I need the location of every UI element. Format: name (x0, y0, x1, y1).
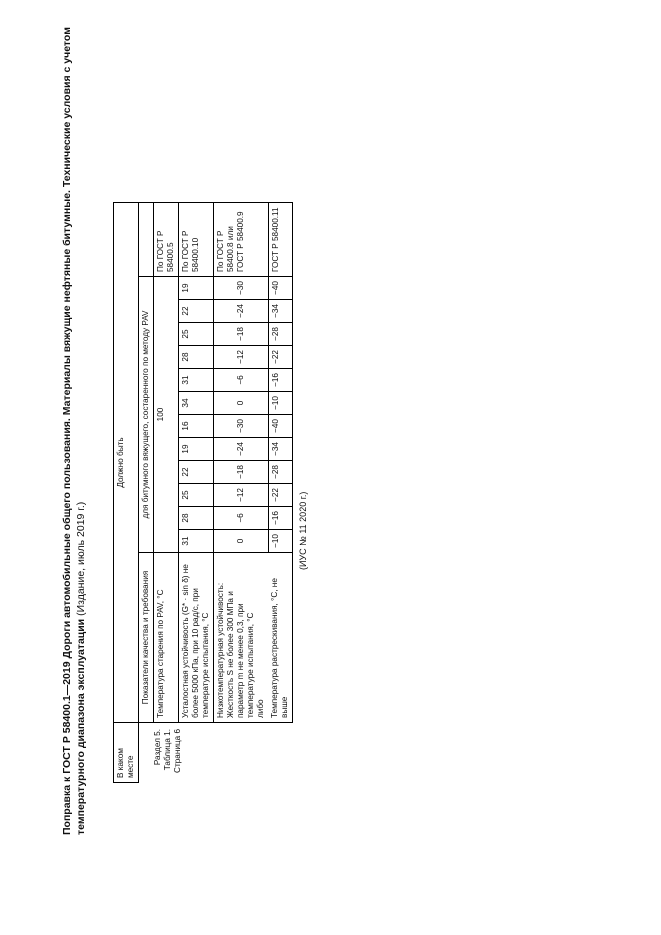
binder-header: для битумного вяжущего, состаренного по методу PAV (139, 277, 154, 553)
crack-value: −34 (268, 438, 293, 461)
fatigue-value: 28 (179, 507, 214, 530)
lowtemp-method: По ГОСТ Р 58400.8 или ГОСТ Р 58400.9 (214, 203, 269, 277)
fatigue-value: 16 (179, 415, 214, 438)
fatigue-value: 31 (179, 369, 214, 392)
lowtemp-label (214, 553, 269, 723)
lowtemp-value: 0 (214, 530, 269, 553)
lowtemp-value: −24 (214, 300, 269, 323)
crack-value: −28 (268, 461, 293, 484)
crack-value: −40 (268, 415, 293, 438)
crack-label: Температура растрескивания, °С, не выше (268, 553, 293, 723)
fatigue-value: 31 (179, 530, 214, 553)
aging-label: Температура старения по PAV, °С (154, 553, 179, 723)
crack-method: ГОСТ Р 58400.11 (268, 203, 293, 277)
location-table: Таблица 1. (163, 729, 172, 771)
lowtemp-value: 0 (214, 392, 269, 415)
lowtemp-value: −6 (214, 507, 269, 530)
document-title (60, 0, 88, 835)
indicators-header: Показатели качества и требования (139, 553, 154, 723)
aging-value: 100 (154, 277, 179, 553)
crack-value: −16 (268, 507, 293, 530)
title-bold: Поправка к ГОСТ Р 58400.1—2019 Дороги автомобильные общего пользования. Материалы вяжущие нефтяные битумные. Технические условия с учетом температурного диапазона эксплуатации (61, 27, 87, 835)
fatigue-method: По ГОСТ Р 58400.10 (179, 203, 214, 277)
location-section: Раздел 5. (153, 729, 162, 766)
fatigue-value: 19 (179, 277, 214, 300)
fatigue-value: 22 (179, 300, 214, 323)
footer-ius: (ИУС № 11 2020 г.) (298, 491, 308, 570)
fatigue-value: 28 (179, 346, 214, 369)
title-edition: (Издание, июль 2019 г.) (75, 501, 87, 616)
header-location: В каком месте (114, 723, 139, 783)
correction-table (113, 202, 293, 783)
location-cell (139, 723, 293, 783)
lowtemp-value: −30 (214, 277, 269, 300)
lowtemp-or: либо (256, 699, 265, 718)
lowtemp-text: Низкотемпературная устойчивость: Жесткость S не более 300 МПа и параметр m не менее 0,3, при температуре испытания, °С (216, 582, 255, 718)
fatigue-label: Усталостная устойчивость (G* · sin δ) не более 5000 кПа, при 10 рад/с, при температуре испытания, °С (179, 553, 214, 723)
crack-value: −28 (268, 323, 293, 346)
lowtemp-value: −24 (214, 438, 269, 461)
crack-value: −10 (268, 530, 293, 553)
lowtemp-value: −12 (214, 484, 269, 507)
fatigue-value: 22 (179, 461, 214, 484)
crack-value: −10 (268, 392, 293, 415)
lowtemp-value: −18 (214, 461, 269, 484)
lowtemp-value: −6 (214, 369, 269, 392)
lowtemp-value: −12 (214, 346, 269, 369)
crack-value: −22 (268, 346, 293, 369)
header-should-be: Должно быть (114, 203, 139, 723)
fatigue-value: 34 (179, 392, 214, 415)
crack-value: −34 (268, 300, 293, 323)
method-header-empty (139, 203, 154, 277)
location-page: Страница 6 (173, 729, 182, 773)
crack-value: −40 (268, 277, 293, 300)
lowtemp-value: −30 (214, 415, 269, 438)
crack-value: −16 (268, 369, 293, 392)
aging-method: По ГОСТ Р 58400.5 (154, 203, 179, 277)
crack-value: −22 (268, 484, 293, 507)
fatigue-value: 25 (179, 484, 214, 507)
fatigue-value: 19 (179, 438, 214, 461)
fatigue-value: 25 (179, 323, 214, 346)
lowtemp-value: −18 (214, 323, 269, 346)
